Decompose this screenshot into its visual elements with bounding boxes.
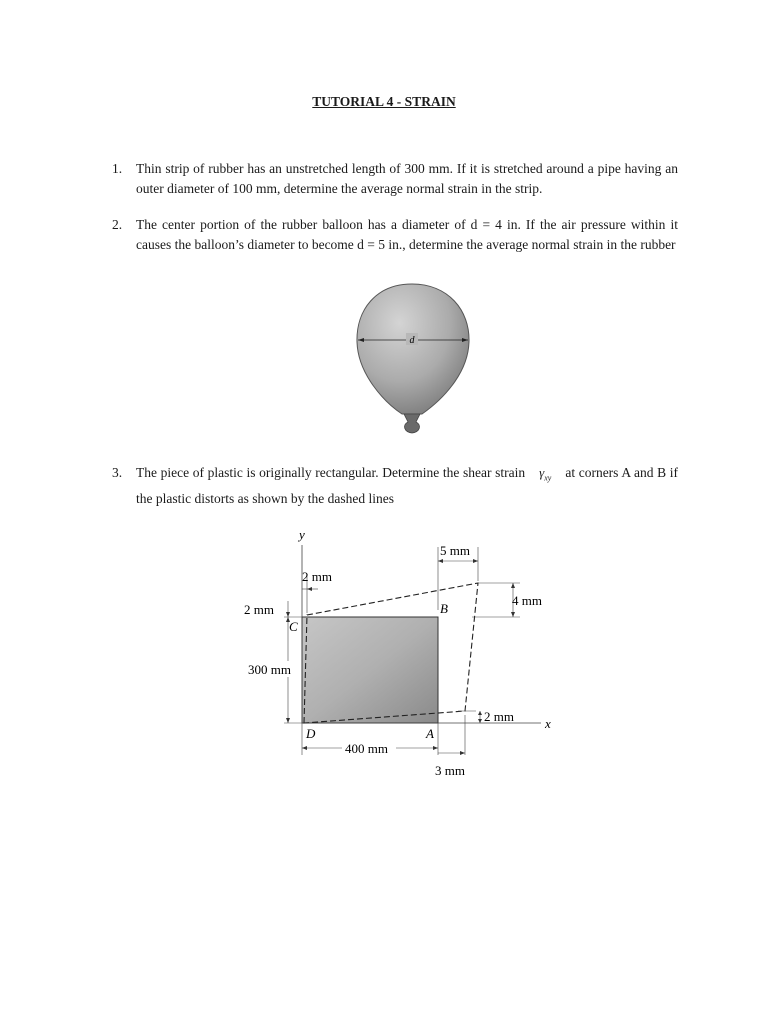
dim-bottom-right-rise: 2 mm — [484, 709, 514, 724]
question-number: 3. — [112, 465, 123, 480]
balloon-body — [357, 284, 469, 414]
x-axis-label: x — [545, 716, 551, 731]
corner-c-label: C — [289, 619, 298, 634]
question-1 — [112, 159, 678, 199]
question-2 — [112, 215, 678, 255]
balloon-knot — [404, 414, 420, 433]
corner-a-label: A — [426, 726, 434, 741]
question-text — [136, 463, 678, 509]
question-text-after: at corners A and B if the plastic distorts as shown by the dashed lines — [136, 465, 678, 506]
balloon-figure — [350, 280, 480, 440]
question-text: Thin strip of rubber has an unstretched length of 300 mm. If it is stretched around a pipe having an outer diameter of 100 mm, determine the average normal strain in the strip. — [136, 161, 678, 196]
question-number: 1. — [112, 161, 123, 176]
dim-top-right-shift: 5 mm — [440, 543, 470, 558]
corner-b-label: B — [440, 601, 448, 616]
plastic-rectangle — [302, 617, 438, 723]
question-3 — [112, 463, 678, 509]
dim-left-top-rise: 2 mm — [244, 602, 274, 617]
y-axis-label: y — [299, 527, 305, 542]
dim-height: 300 mm — [248, 662, 291, 677]
corner-d-label: D — [306, 726, 316, 741]
plastic-figure — [236, 525, 566, 785]
diameter-label: d — [409, 335, 415, 346]
question-text: The center portion of the rubber balloon has a diameter of d = 4 in. If the air pressure within it causes the balloon’s diameter to become d = 5 in., determine the average normal strain in the rubber — [136, 217, 678, 252]
balloon-drawing — [350, 280, 480, 440]
plastic-drawing — [236, 525, 566, 785]
dim-bottom-right-shift: 3 mm — [435, 763, 465, 778]
page-title: TUTORIAL 4 - STRAIN — [312, 94, 456, 109]
dim-right-top-rise: 4 mm — [512, 593, 542, 608]
question-number: 2. — [112, 217, 123, 232]
dim-width: 400 mm — [345, 741, 388, 756]
shear-strain-symbol: $\gamma_{xy}$ — [539, 465, 552, 483]
question-text-before: The piece of plastic is originally rectangular. Determine the shear strain — [136, 465, 526, 480]
dim-top-left-shift: 2 mm — [302, 569, 332, 584]
